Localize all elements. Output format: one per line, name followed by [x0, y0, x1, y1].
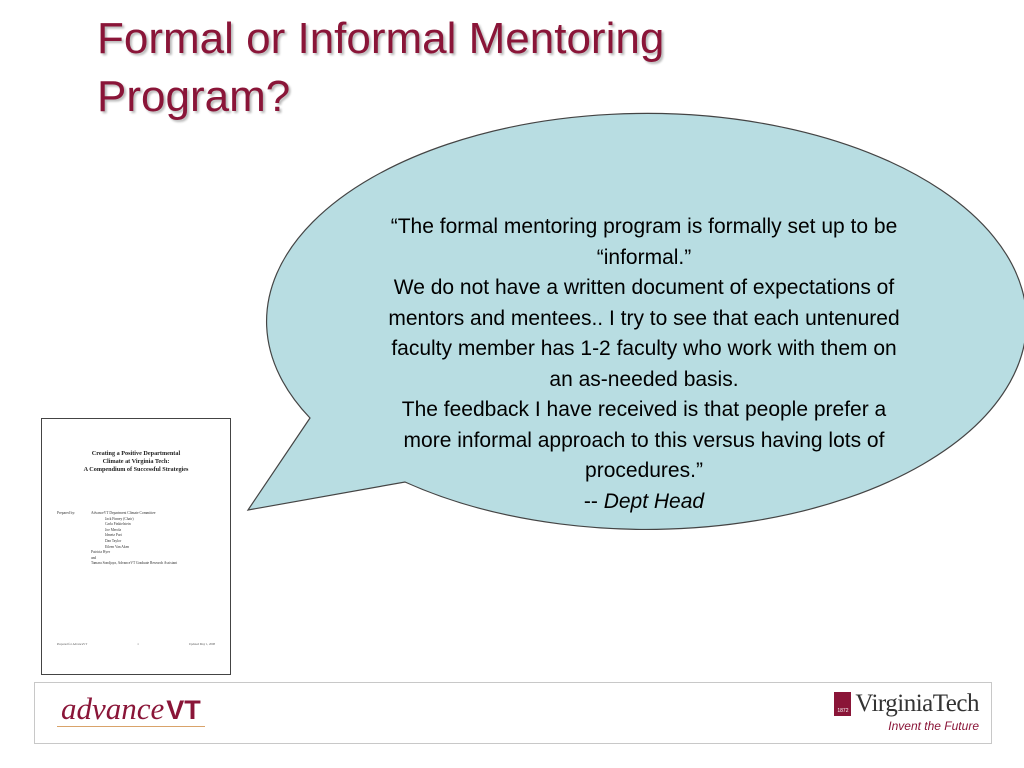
report-author-line: Dan Taylor	[105, 538, 122, 543]
footer-logo-bar	[34, 682, 992, 744]
attribution-name: Dept Head	[603, 489, 705, 513]
quote-paragraph: “The formal mentoring program is formally set up to be “informal.”	[390, 215, 898, 269]
advance-logo-word: advance	[61, 691, 165, 726]
mentoring-quote	[380, 212, 908, 517]
report-footer-page: 1	[137, 642, 139, 646]
report-author-line: Joe Merola	[105, 527, 122, 532]
vt-shield-icon	[834, 692, 851, 716]
report-author-line: Jack Finney (Chair)	[105, 516, 134, 521]
report-footer	[57, 642, 215, 646]
report-prepared-label: Prepared by:	[57, 511, 76, 515]
report-footer-right: Updated May 1, 2008	[188, 642, 215, 646]
report-author-line: Patricia Hyer	[91, 550, 111, 555]
report-cover-thumbnail	[41, 418, 231, 675]
logo-underline	[57, 726, 205, 727]
report-author-line: and	[91, 555, 97, 560]
report-author-line: Idmetz Puri	[105, 533, 122, 538]
university-name: VirginiaTech	[855, 690, 979, 717]
report-title-line: Climate at Virginia Tech:	[102, 458, 170, 465]
report-title-line: A Compendium of Successful Strategies	[83, 466, 189, 473]
report-author-line: Tamara Sondjaya, AdvanceVT Graduate Research Assistant	[91, 561, 178, 566]
quote-paragraph: We do not have a written document of expectations of mentors and mentees.. I try to see that each untenured faculty member has 1-2 faculty who work with them on an as-needed basis.	[388, 276, 900, 391]
virginia-tech-logo	[834, 690, 979, 733]
report-title-line: Creating a Positive Departmental	[91, 450, 181, 457]
report-footer-left: Prepared for AdvanceVT	[57, 642, 88, 646]
vt-logo-word: VT	[166, 695, 201, 725]
slide-title: Formal or Informal Mentoring Program?	[97, 14, 665, 121]
advancevt-logo	[61, 691, 201, 727]
report-title	[52, 450, 220, 474]
quote-paragraph: The feedback I have received is that people prefer a more informal approach to this versus having lots of procedures.”	[401, 398, 887, 482]
report-author-line: Carla Finkielstein	[105, 522, 131, 527]
report-author-line: AdvanceVT Department Climate Committee	[91, 511, 156, 515]
university-tagline: Invent the Future	[888, 719, 979, 733]
report-author-line: Eileen Van Aken	[105, 544, 130, 549]
attribution-prefix: --	[583, 489, 604, 513]
report-author-list	[91, 511, 177, 567]
quote-attribution	[380, 487, 908, 518]
vt-shield-year: 1872	[837, 708, 849, 714]
